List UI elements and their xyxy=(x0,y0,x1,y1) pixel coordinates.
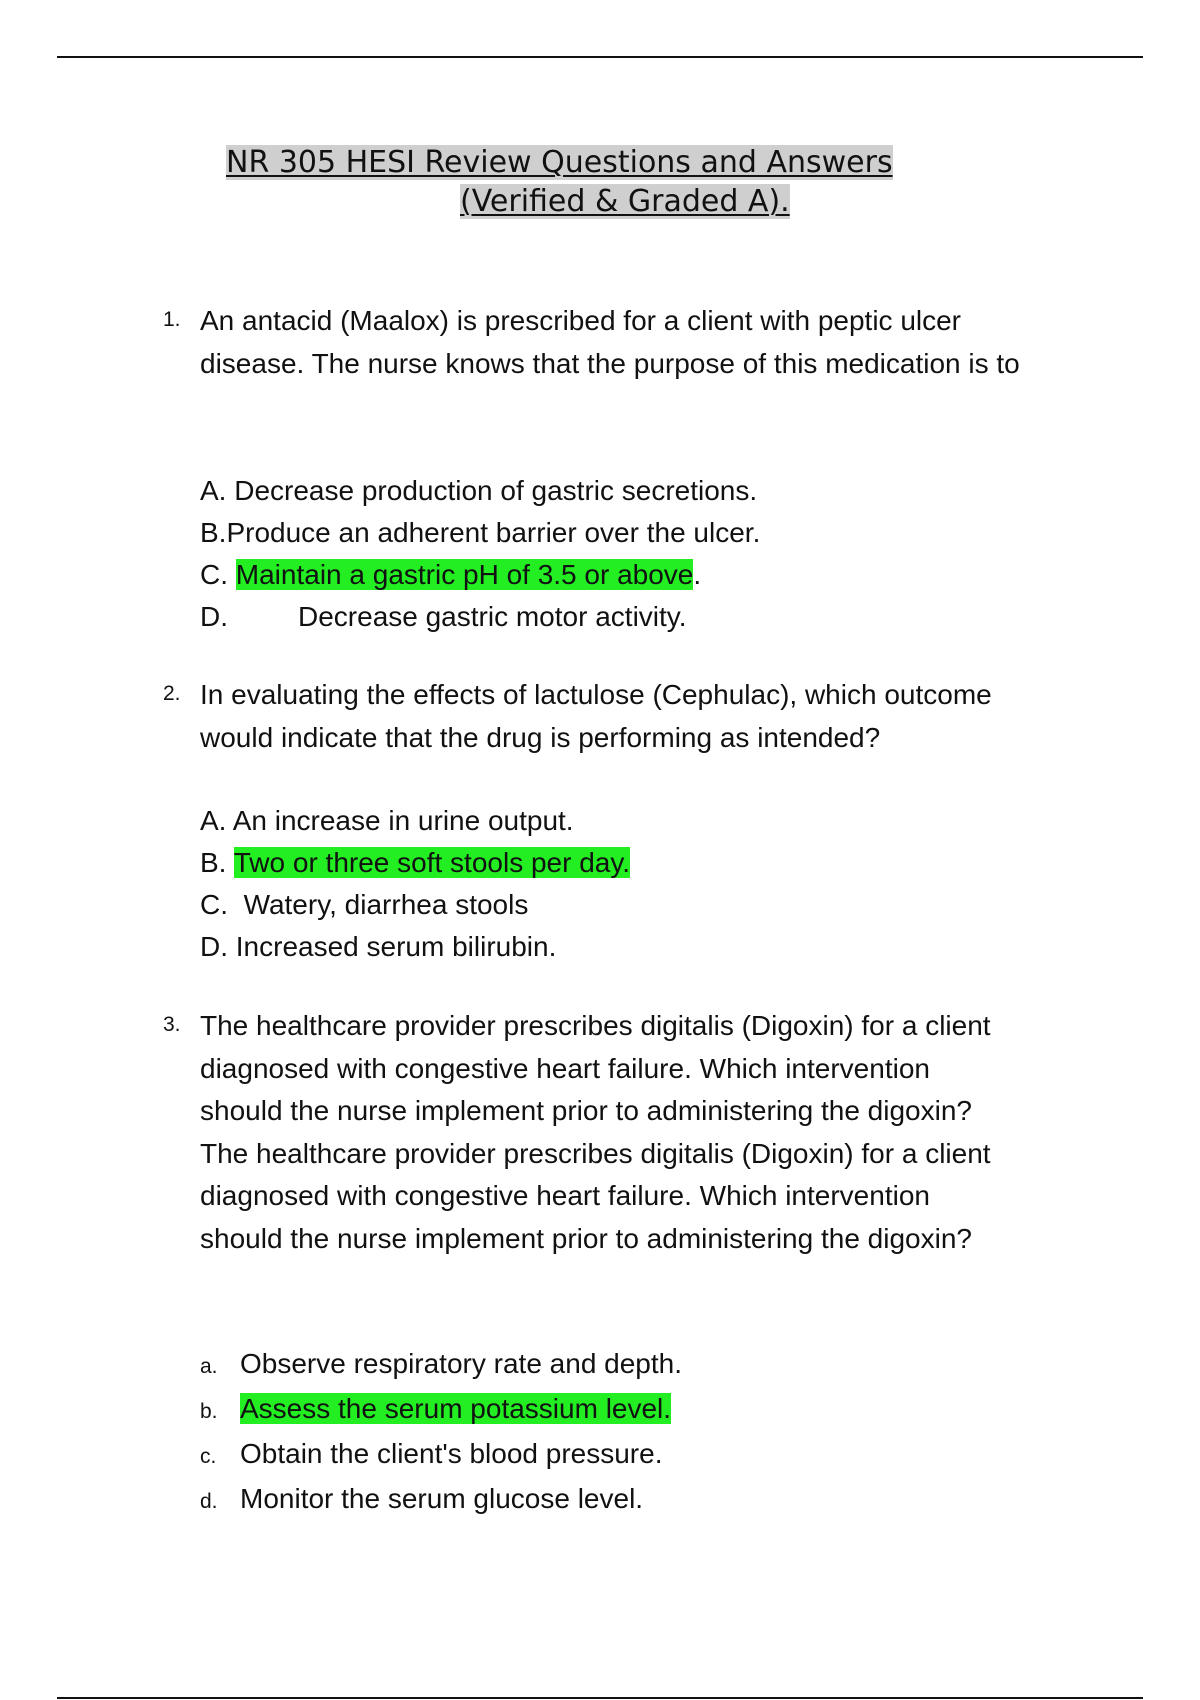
option-list xyxy=(200,470,760,638)
option-b: B.Produce an adherent barrier over the ulcer. xyxy=(200,517,761,548)
question-text: An antacid (Maalox) is prescribed for a client with peptic ulcer disease. The nurse knows that the purpose of this medication is to xyxy=(200,305,1020,379)
option-c: C. Watery, diarrhea stools xyxy=(200,889,529,920)
option-b: b. Assess the serum potassium level. xyxy=(200,1393,672,1424)
option-d: D. Increased serum bilirubin. xyxy=(200,931,557,962)
title-line-2-text: (Verified & Graded A). xyxy=(460,184,790,219)
correct-answer-highlight: Maintain a gastric pH of 3.5 or above xyxy=(235,559,694,590)
question-number: 1. xyxy=(163,308,181,331)
option-a: A. Decrease production of gastric secretions. xyxy=(200,475,758,506)
option-d: D. Decrease gastric motor activity. xyxy=(200,601,687,632)
option-a: a. Observe respiratory rate and depth. xyxy=(200,1348,683,1379)
correct-answer-highlight: Assess the serum potassium level. xyxy=(240,1393,672,1424)
option-c: c. Obtain the client's blood pressure. xyxy=(200,1438,663,1469)
title-line-2 xyxy=(460,182,790,221)
header-rule xyxy=(57,56,1143,58)
option-list xyxy=(200,1343,682,1523)
option-b: B. Two or three soft stools per day. xyxy=(200,847,631,878)
option-a: A. An increase in urine output. xyxy=(200,805,574,836)
question-number: 2. xyxy=(163,682,181,705)
question-number: 3. xyxy=(163,1013,181,1036)
footer-rule xyxy=(57,1697,1143,1699)
title-line-1 xyxy=(226,143,893,182)
question-text: The healthcare provider prescribes digitalis (Digoxin) for a client diagnosed with congestive heart failure. Which intervention should the nurse implement prior to administering the digoxin? The healthcare provider prescribes digitalis (Digoxin) for a client diagnosed with congestive heart failure. Which intervention should the nurse implement prior to administering the digoxin? xyxy=(200,1010,991,1254)
option-c: C. Maintain a gastric pH of 3.5 or above. xyxy=(200,559,702,590)
question-text: In evaluating the effects of lactulose (Cephulac), which outcome would indicate that the drug is performing as intended? xyxy=(200,679,992,753)
option-d: d. Monitor the serum glucose level. xyxy=(200,1483,644,1514)
correct-answer-highlight: Two or three soft stools per day. xyxy=(233,847,631,878)
title-line-1-text: NR 305 HESI Review Questions and Answers xyxy=(226,145,893,180)
option-list xyxy=(200,800,630,968)
